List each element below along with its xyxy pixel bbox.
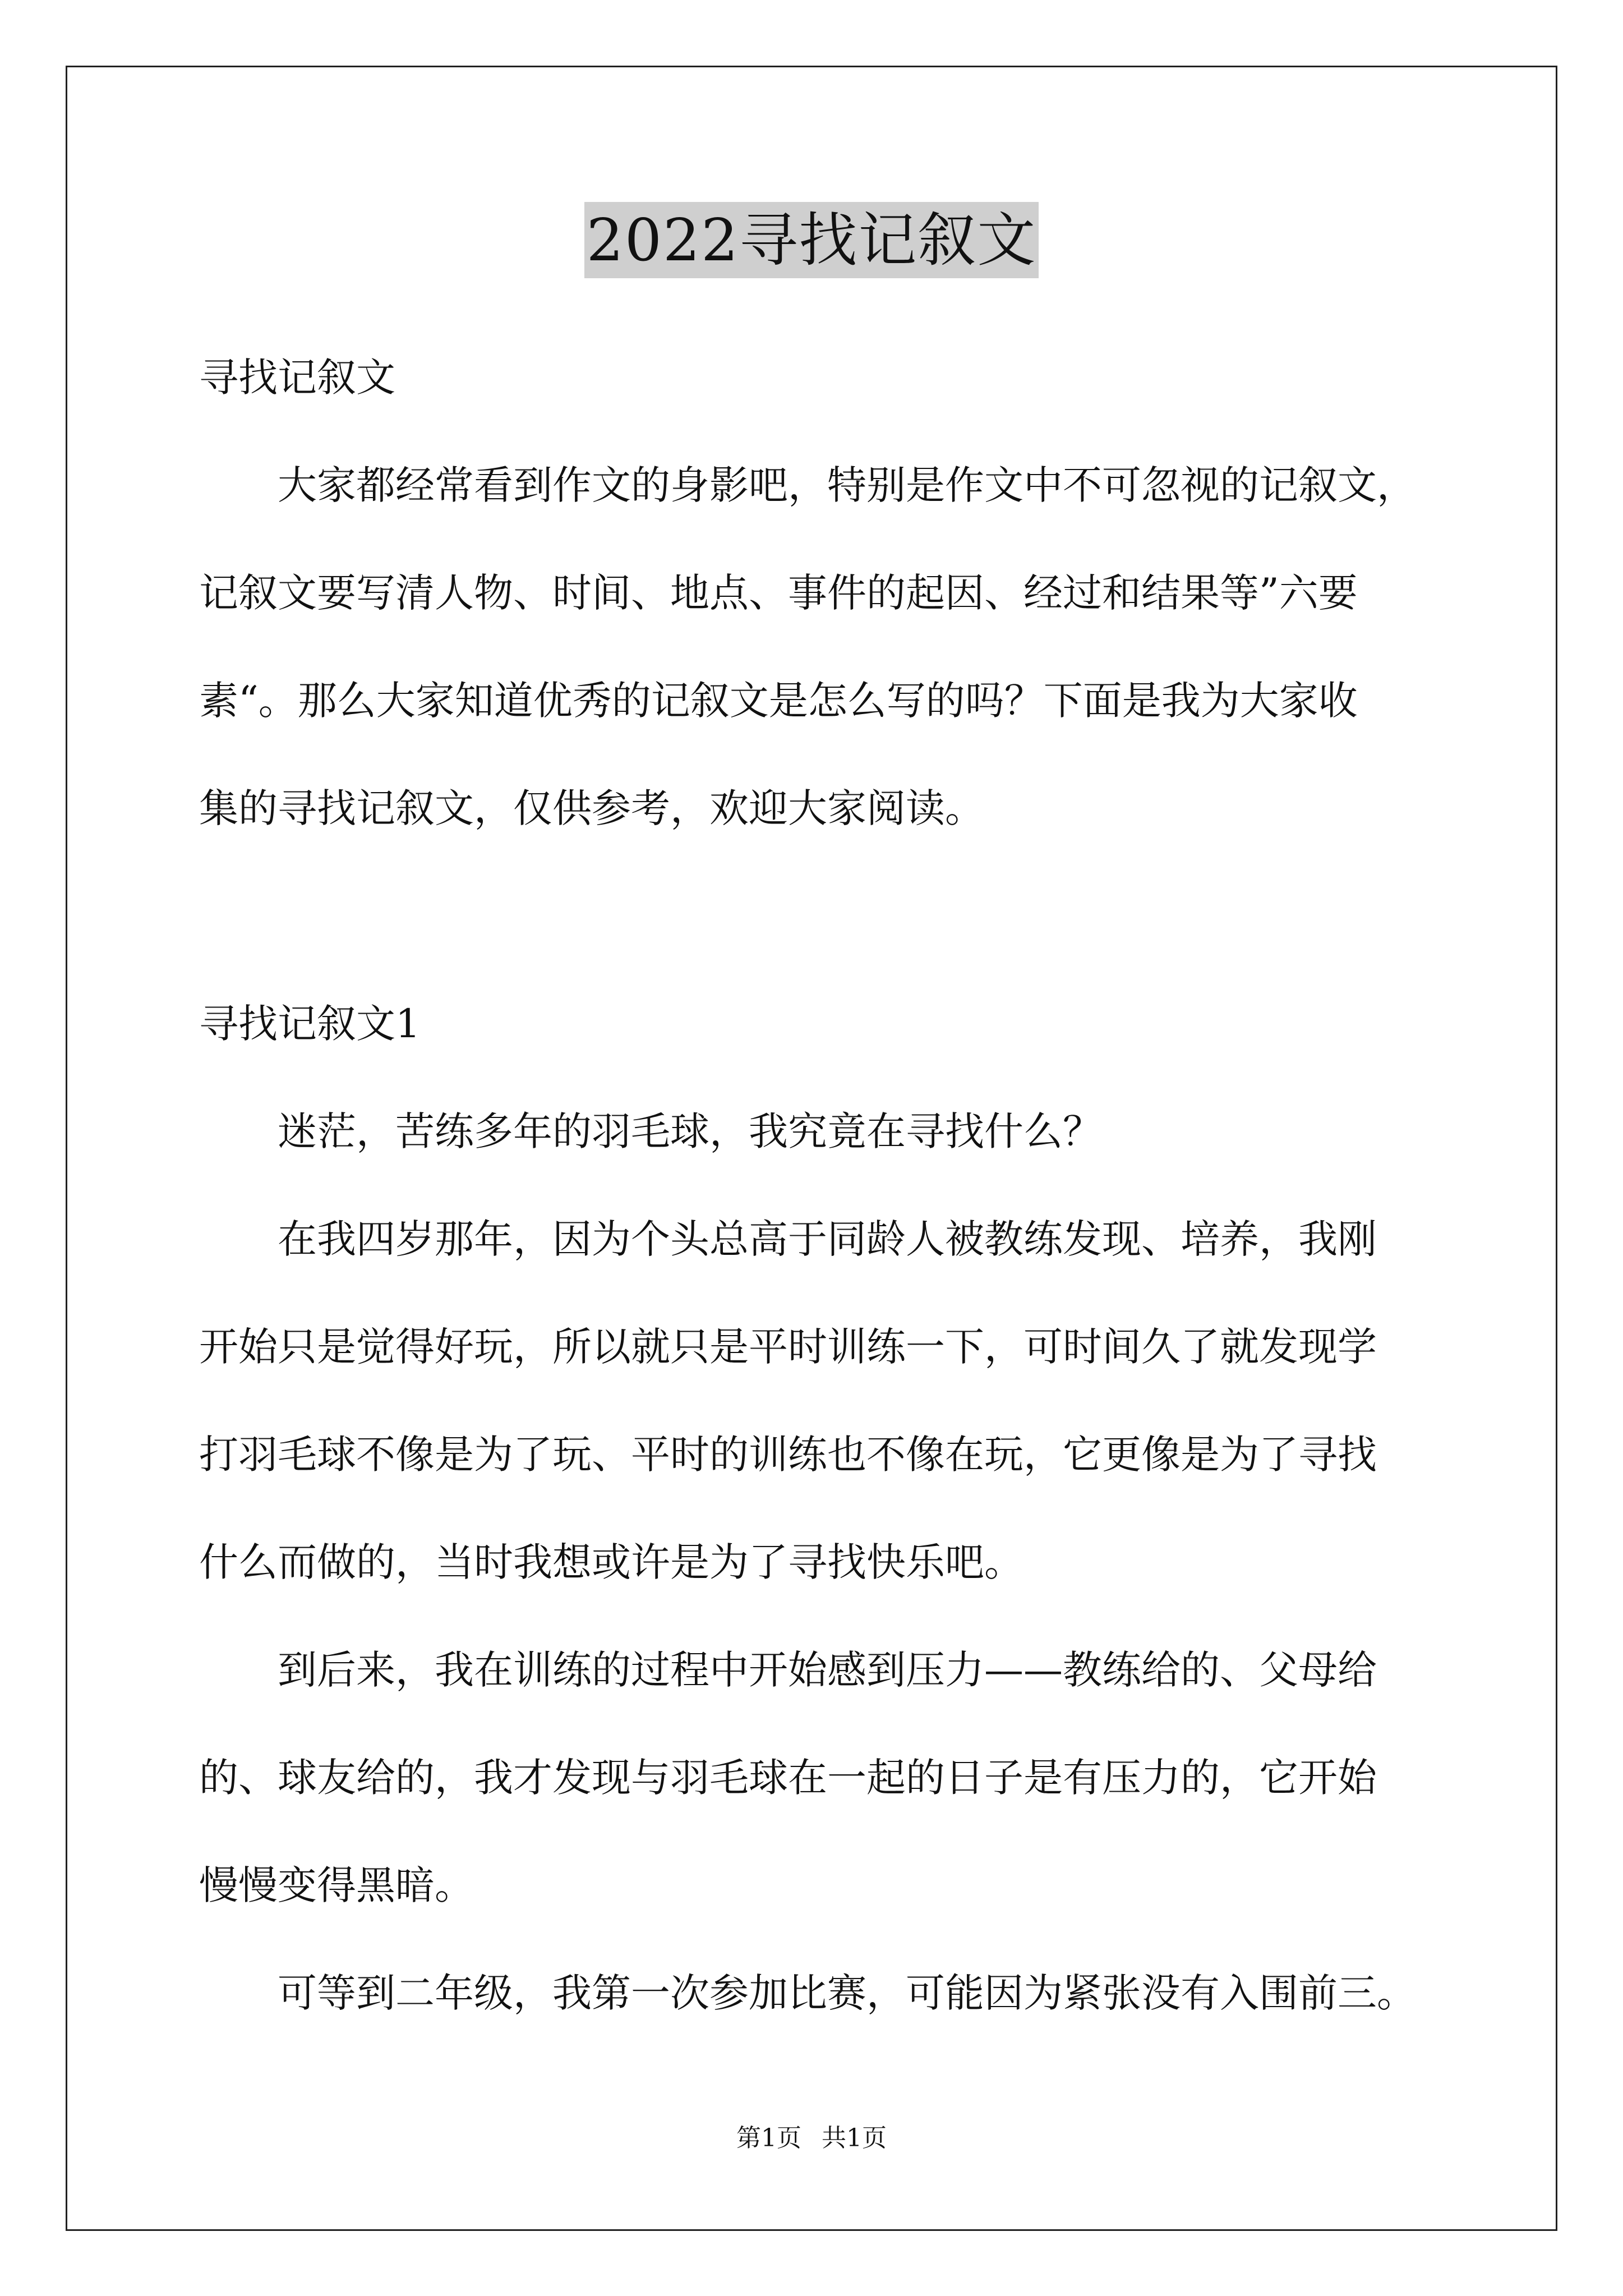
body-line: 的、球友给的，我才发现与羽毛球在一起的日子是有压力的，它开始 [199, 1755, 1377, 1801]
body-line: 慢慢变得黑暗。 [199, 1862, 474, 1908]
intro-line: 大家都经常看到作文的身影吧，特别是作文中不可忽视的记叙文， [199, 462, 1416, 508]
body-line: 打羽毛球不像是为了玩、平时的训练也不像在玩，它更像是为了寻找 [199, 1432, 1377, 1478]
intro-line: 素“。那么大家知道优秀的记叙文是怎么写的吗？下面是我为大家收 [199, 678, 1358, 724]
body-line: 在我四岁那年，因为个头总高于同龄人被教练发现、培养，我刚 [199, 1216, 1377, 1262]
heading-intro: 寻找记叙文 [199, 355, 395, 401]
body-line: 到后来，我在训练的过程中开始感到压力——教练给的、父母给 [199, 1647, 1377, 1693]
body-line: 迷茫，苦练多年的羽毛球，我究竟在寻找什么？ [199, 1108, 1102, 1154]
title-container [0, 202, 1623, 278]
intro-line: 集的寻找记叙文，仅供参考，欢迎大家阅读。 [199, 785, 984, 831]
page-number-total: 共1页 [822, 2124, 887, 2152]
body-line: 可等到二年级，我第一次参加比赛，可能因为紧张没有入围前三。 [199, 1970, 1416, 2016]
body-line: 什么而做的，当时我想或许是为了寻找快乐吧。 [199, 1539, 1023, 1585]
document-title: 2022寻找记叙文 [584, 202, 1039, 278]
body-line: 开始只是觉得好玩，所以就只是平时训练一下，可时间久了就发现学 [199, 1324, 1377, 1370]
intro-line: 记叙文要写清人物、时间、地点、事件的起因、经过和结果等”六要 [199, 570, 1358, 616]
page-footer [0, 2122, 1623, 2155]
page-number-current: 第1页 [736, 2124, 801, 2152]
heading-section-1: 寻找记叙文1 [199, 1001, 421, 1047]
